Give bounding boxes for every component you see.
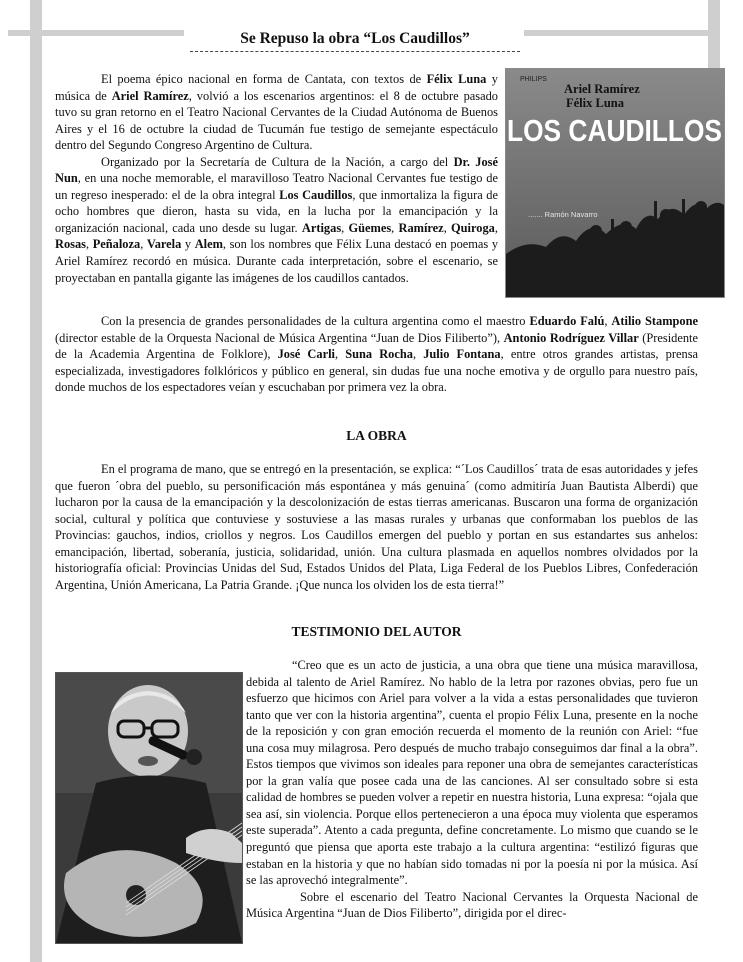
bold-name-text: Suna Rocha	[345, 347, 413, 362]
intro-wide-text	[55, 313, 698, 396]
cover-credit: ....... Ramón Navarro	[528, 210, 598, 219]
bold-name-text: Julio Fontana	[423, 347, 501, 362]
text-run: ,	[140, 237, 147, 252]
bold-name-text: Dr. José Nun	[55, 154, 498, 186]
text-run: “Creo que es un acto de justicia, a una obra que tiene una música maravillosa, debida al talento de Ariel Ramírez. No hablo de la letra por razones obvias, pero fue un esfuerzo que hicimos con Ariel para volver a la vida a estas personalidades que tuvieron tanto que ver con la historia argentina”, cuenta el propio Félix Luna, presente en la noche de la reposición y con gran emoción recuerda el momento de la reunión con Ariel: “fue una cosa muy milagrosa. Pero después de mucho trabajo conseguimos dar final a la obra”. Estos tiempos que vivimos son ideales para reponer una obra de semejantes características por la gran valía que posee cada una de las canciones. Al ser consultado sobre si esta calidad de hombres se pueden volver a repetir en nuestra historia, Luna expresa: “ojala que sea así, sin violencia. Porque ellos pertenecieron a una época muy violenta que esperamos este superada”. Atento a cada pregunta, define concretamente. Lo mismo que cuando se le preguntó que piensa que aporta este trabajo a la cultura argentina: “estilizó figuras que estaban en la historia y que no habían sido tomadas ni por la poesía ni por la música. Así se las aprovechó integralmente”.	[246, 658, 698, 888]
text-run: Organizado por la Secretaría de Cultura de la Nación, a cargo del	[101, 154, 454, 169]
author-photo-art	[56, 673, 242, 943]
testimonio-paragraph-2	[246, 889, 698, 922]
bold-name-text: Rosas	[55, 237, 86, 252]
bold-name-text: Los Caudillos	[279, 187, 353, 202]
article-title: Se Repuso la obra “Los Caudillos”	[190, 30, 520, 52]
la-obra-heading: LA OBRA	[346, 428, 407, 443]
text-run: (director estable de la Orquesta Nacional de Música Argentina “Juan de Dios Filiberto”),	[55, 330, 504, 345]
la-obra-text	[55, 461, 698, 593]
text-run: ,	[334, 347, 346, 362]
bold-name-text: Félix Luna	[426, 72, 487, 86]
intro-paragraph-3	[55, 313, 698, 396]
text-run: , entre otros grandes artistas, prensa especializada, investigadores folklóricos y público en general, sin dudas fue una noche emotiva y de orgullo para nuestro país, donde muchos de los espectadores veían y escuchaban por primera vez la obra.	[55, 347, 699, 395]
text-run: , son los nombres que Félix Luna destacó en poemas y Ariel Ramírez recordó en música. Durante cada interpretación, sobre el escenario, se proyectaban en pantalla gigante las imágenes de los caudillos cantados.	[55, 237, 499, 285]
cover-title: LOS CAUDILLOS	[507, 113, 722, 148]
cover-artist-1: Ariel Ramírez	[564, 82, 640, 96]
bold-name-text: Varela	[146, 237, 182, 252]
frame-bar-top-left	[8, 30, 184, 36]
album-cover-image	[505, 68, 725, 298]
bold-name-text: José Carli	[277, 347, 335, 362]
text-run: ,	[391, 220, 399, 235]
testimonio-paragraph-1	[246, 657, 698, 889]
bold-name-text: Atilio Stampone	[611, 314, 698, 328]
testimonio-text	[246, 657, 698, 922]
bold-name-text: Eduardo Falú	[529, 314, 605, 328]
text-run: y música de	[55, 72, 498, 103]
album-cover-art	[506, 69, 724, 297]
text-run: , que inmortaliza la figura de ocho hombres que dieron, hasta su vida, en la lucha por la emancipación y la organización nacional, cada uno desde su lugar.	[55, 187, 498, 235]
bold-name-text: Güemes	[348, 220, 392, 235]
frame-bar-top-right	[524, 30, 720, 36]
text-run: ,	[604, 314, 612, 328]
author-photo	[55, 672, 243, 944]
text-run: , volvió a los escenarios argentinos: el 8 de octubre pasado tuvo su gran retorno en el Teatro Nacional Cervantes de la Ciudad Autónoma de Buenos Aires y el 16 de octubre la ciudad de Tucumán fue testigo de semejante espectáculo dentro del Segundo Congreso Argentino de Cultura.	[55, 88, 498, 153]
text-run: ,	[494, 220, 498, 235]
intro-paragraph-2	[55, 154, 498, 286]
text-run: El poema épico nacional en forma de Cantata, con textos de	[101, 72, 427, 86]
bold-name-text: Artigas	[301, 220, 342, 235]
text-run: Con la presencia de grandes personalidades de la cultura argentina como el maestro	[101, 314, 530, 328]
cover-artist-2: Félix Luna	[566, 96, 624, 110]
frame-bar-left	[30, 0, 42, 962]
intro-top-text	[55, 71, 498, 286]
text-run: En el programa de mano, que se entregó en la presentación, se explica: “´Los Caudillos´ trata de esas autoridades y jefes que fueron ´obra del pueblo, su personificación más espontánea y más genuina´ (como admitiría Juan Bautista Alberdi) que lucharon por la causa de la emancipación y la descolonización de estas tierras americanas. Buscaron una forma de organización social, cultural y política que contuviese y sostuviese a las masas rurales y urbanas que conformaban los pueblos de las Provincias: gauchos, indios, criollos y negros. Los Caudillos emergen del pueblo y portan en sus estandartes sus anhelos: emancipación, libertad, soberanía, justicia, solidaridad, unión. Una cultura plasmada en aquellos nombres olvidados por la historiografía oficial: Provincias Unidas del Sud, Estados Unidos del Plata, Liga Federal de los Pueblos Libres, Confederación Argentina, Unión Americana, La Patria Grande. ¡Que nunca los olviden los de esta tierra!”	[55, 462, 698, 592]
bold-name-text: Ariel Ramírez	[111, 88, 189, 103]
bold-name-text: Quiroga	[451, 220, 495, 235]
text-run: Sobre el escenario del Teatro Nacional Cervantes la Orquesta Nacional de Música Argentina “Juan de Dios Filiberto”, dirigida por el direc-	[246, 889, 698, 921]
bold-name-text: Ramírez	[398, 220, 444, 235]
bold-name-text: Antonio Rodríguez Villar	[503, 330, 639, 345]
text-run: , en una noche memorable, el maravilloso Teatro Nacional Cervantes fue testigo de un regreso inesperado: el de la obra integral	[55, 171, 498, 202]
la-obra-paragraph	[55, 461, 698, 593]
testimonio-heading: TESTIMONIO DEL AUTOR	[291, 624, 462, 639]
text-run: (Presidente de la Academia Argentina de Folklore),	[55, 330, 698, 362]
text-run: ,	[412, 347, 424, 362]
bold-name-text: Alem	[194, 237, 223, 252]
text-run: y	[181, 237, 195, 252]
text-run: ,	[85, 237, 93, 252]
label-logo-text: PHILIPS	[520, 76, 547, 83]
intro-paragraph-1	[55, 71, 498, 154]
bold-name-text: Peñaloza	[92, 237, 141, 252]
text-run: ,	[443, 220, 452, 235]
text-run: ,	[341, 220, 349, 235]
